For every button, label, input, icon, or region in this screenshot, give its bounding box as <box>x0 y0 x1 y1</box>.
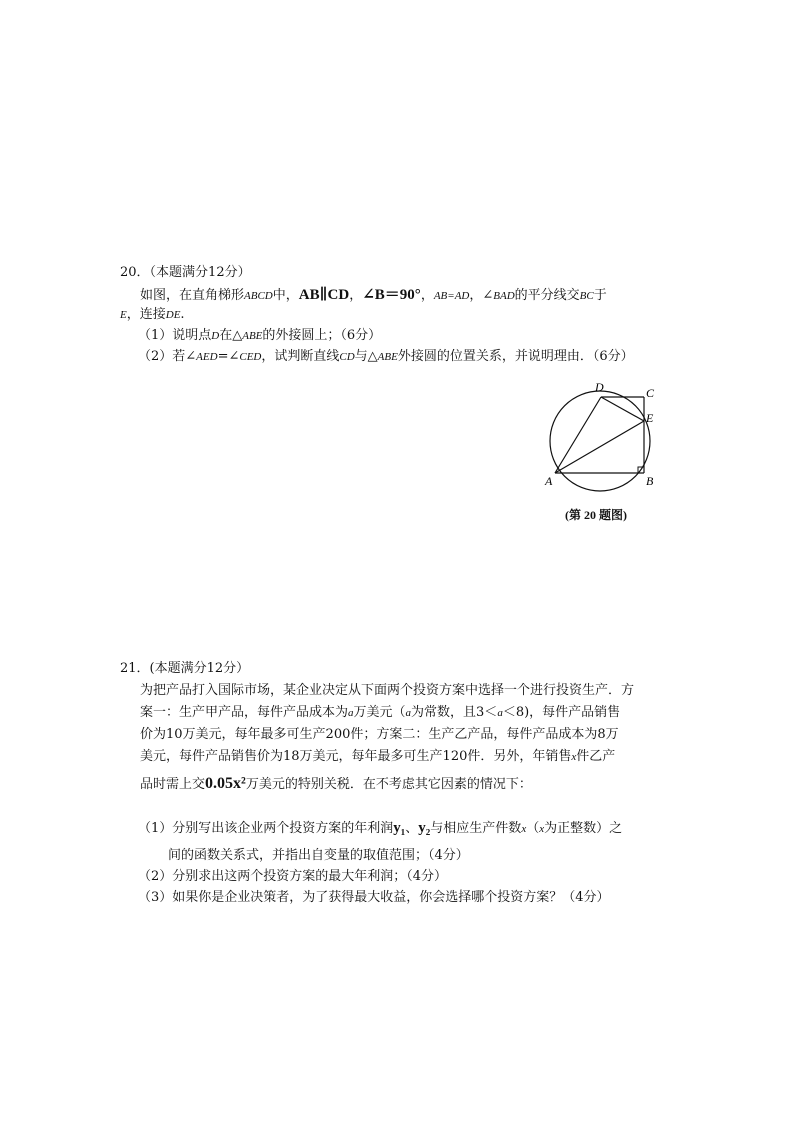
q20-line1: 如图，在直角梯形ABCD中，AB∥CD，∠B＝90°，AB=AD，∠BAD的平分线交BC于 <box>140 287 607 303</box>
q21-part1-continued: 间的函数关系式，并指出自变量的取值范围；（4分） <box>168 848 469 863</box>
segment-de <box>601 397 644 421</box>
q21-para-line2: 案一：生产甲产品，每件产品成本为a万美元（a为常数，且3＜a＜8)，每件产品销售 <box>140 705 621 720</box>
q21-part2: （2）分别求出这两个投资方案的最大年利润；（4分） <box>138 869 448 884</box>
q20-figure <box>532 375 692 525</box>
q21-header: 21．(本题满分12分） <box>120 661 250 676</box>
q20-part2: （2）若∠AED=∠CED，试判断直线CD与△ABE外接圆的位置关系，并说明理由．（6分） <box>138 349 634 364</box>
q21-para-line1: 为把产品打入国际市场，某企业决定从下面两个投资方案中选择一个进行投资生产．方 <box>140 683 635 698</box>
q20-figure-caption: (第 20 题图) <box>565 508 627 522</box>
circumcircle <box>550 391 650 491</box>
q21-part3: （3）如果你是企业决策者，为了获得最大收益，你会选择哪个投资方案？（4分） <box>138 890 610 905</box>
q21-para-line5: 品时需上交0.05x²万美元的特别关税．在不考虑其它因素的情况下： <box>140 775 532 792</box>
label-d: D <box>595 380 604 394</box>
label-e: E <box>646 411 654 425</box>
q21-para-line4: 美元，每件产品销售价为18万美元，每年最多可生产120件．另外，年销售x件乙产 <box>140 749 616 764</box>
label-a: A <box>545 474 553 488</box>
label-b: B <box>646 474 654 488</box>
label-c: C <box>646 386 655 400</box>
q21-para-line3: 价为10万美元，每年最多可生产200件；方案二：生产乙产品，每件产品成本为8万 <box>140 727 619 742</box>
segment-ae <box>555 421 644 473</box>
q20-part1: （1）说明点D在△ABE的外接圆上；（6分） <box>138 328 382 343</box>
q20-line2: E，连接DE. <box>120 307 185 322</box>
q21-part1: （1）分别写出该企业两个投资方案的年利润y₁、y₂与相应生产件数x（x为正整数）之 <box>138 820 623 836</box>
q20-header: 20．（本题满分12分） <box>120 265 251 280</box>
